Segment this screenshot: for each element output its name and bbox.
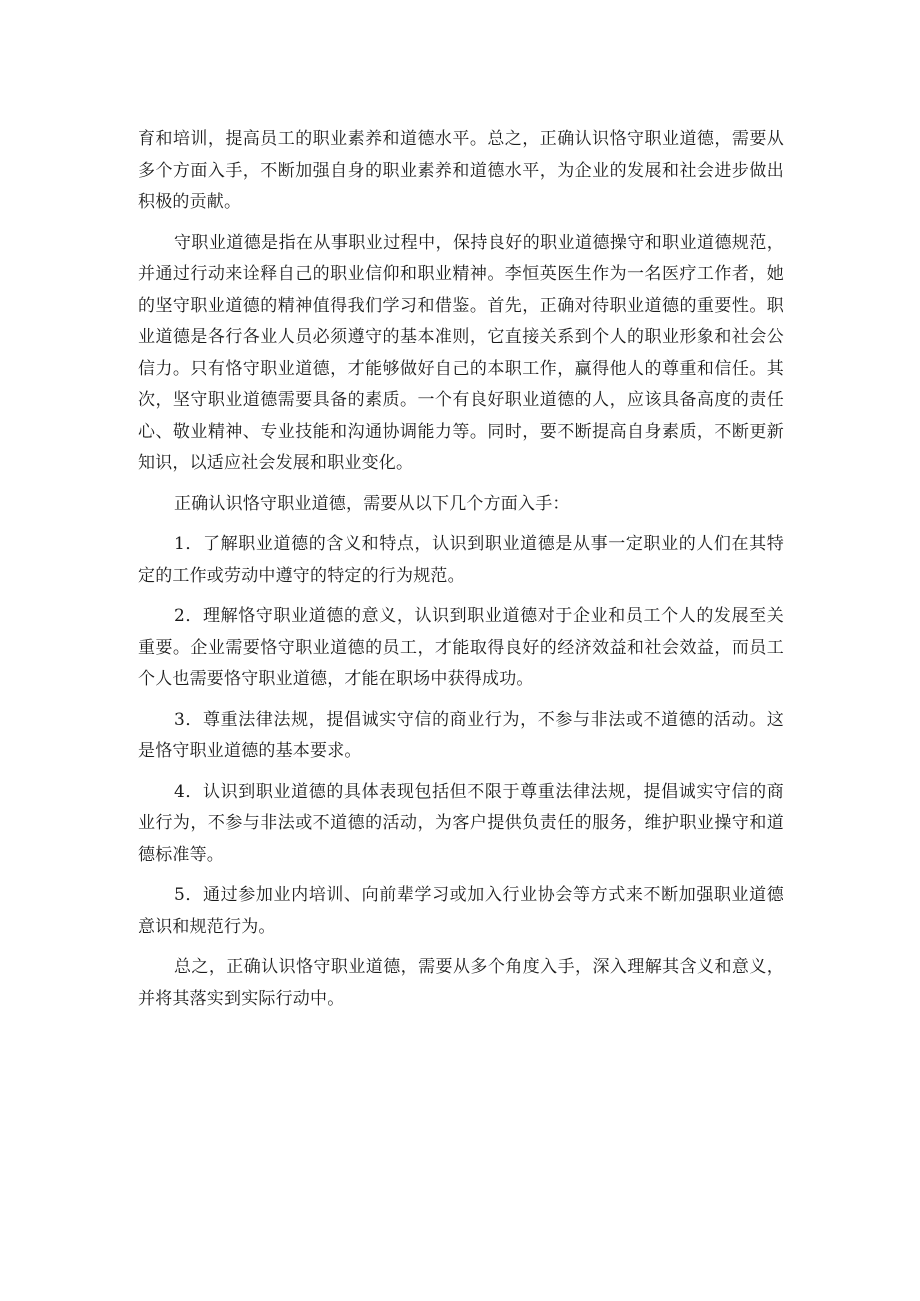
list-item-1: 1．了解职业道德的含义和特点，认识到职业道德是从事一定职业的人们在其特定的工作或劳动中遵守的特定的行为规范。 <box>138 534 784 586</box>
paragraph-continuation: 育和培训，提高员工的职业素养和道德水平。总之，正确认识恪守职业道德，需要从多个方面入手，不断加强自身的职业素养和道德水平，为企业的发展和社会进步做出积极的贡献。 <box>138 129 784 212</box>
list-item-2: 2．理解恪守职业道德的意义，认识到职业道德对于企业和员工个人的发展至关重要。企业需要恪守职业道德的员工，才能取得良好的经济效益和社会效益，而员工个人也需要恪守职业道德，才能在职场中获得成功。 <box>138 606 784 689</box>
paragraph-definition: 守职业道德是指在从事职业过程中，保持良好的职业道德操守和职业道德规范，并通过行动来诠释自己的职业信仰和职业精神。李恒英医生作为一名医疗工作者，她的坚守职业道德的精神值得我们学习和借鉴。首先，正确对待职业道德的重要性。职业道德是各行各业人员必须遵守的基本准则，它直接关系到个人的职业形象和社会公信力。只有恪守职业道德，才能够做好自己的本职工作，赢得他人的尊重和信任。其次，坚守职业道德需要具备的素质。一个有良好职业道德的人，应该具备高度的责任心、敬业精神、专业技能和沟通协调能力等。同时，要不断提高自身素质，不断更新知识，以适应社会发展和职业变化。 <box>138 232 784 473</box>
document-body <box>138 124 784 1024</box>
list-item-5: 5．通过参加业内培训、向前辈学习或加入行业协会等方式来不断加强职业道德意识和规范行为。 <box>138 885 784 937</box>
list-item-3: 3．尊重法律法规，提倡诚实守信的商业行为，不参与非法或不道德的活动。这是恪守职业道德的基本要求。 <box>138 709 784 761</box>
list-item-4: 4．认识到职业道德的具体表现包括但不限于尊重法律法规，提倡诚实守信的商业行为，不参与非法或不道德的活动，为客户提供负责任的服务，维护职业操守和道德标准等。 <box>138 781 784 865</box>
paragraph-intro: 正确认识恪守职业道德，需要从以下几个方面入手： <box>174 493 570 514</box>
paragraph-conclusion: 总之，正确认识恪守职业道德，需要从多个角度入手，深入理解其含义和意义，并将其落实到实际行动中。 <box>138 957 784 1009</box>
